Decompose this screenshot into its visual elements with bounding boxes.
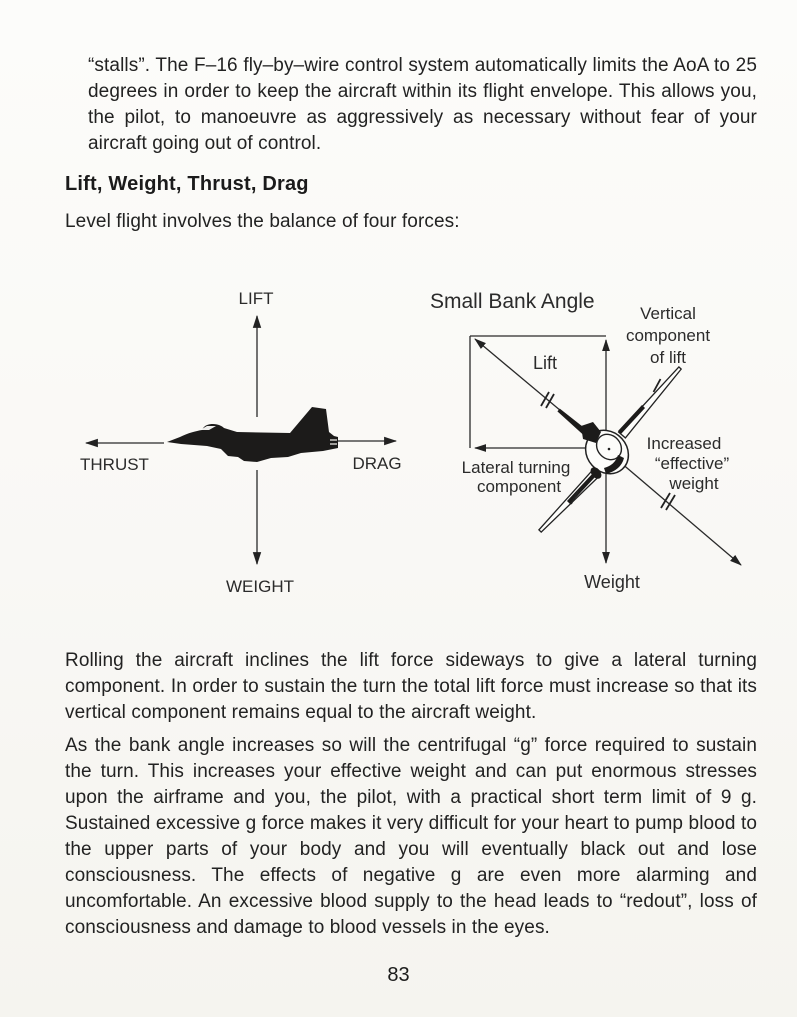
lift-label: Lift [532,353,558,373]
svg-text:of lift: of lift [650,348,686,367]
svg-text:Increased: Increased [646,434,722,453]
paragraph-g-forces: As the bank angle increases so will the centrifugal “g” force required to sustain the turn. This increases your effective weight and can put enormous stresses upon the airframe and you, the pilot, with a practical short term limit of 9 g. Sustained excessive g force makes it very difficult for your heart to pump blood to the upper parts of your body and you will eventually black out and lose consciousness. The effects of negative g are even more alarming and uncomfortable. An excessive blood supply to the head leads to “redout”, loss of consciousness and damage to blood vessels in the eyes. [65,735,757,938]
drag-label: DRAG [352,454,402,473]
weight-label: WEIGHT [226,577,294,596]
paragraph-intro: Level flight involves the balance of four forces: [65,211,460,232]
lift-label: LIFT [238,289,274,308]
paragraph-stalls: “stalls”. The F–16 fly–by–wire control system automatically limits the AoA to 25 degrees in order to keep the aircraft within its flight envelope. This allows you, the pilot, to manoeuvre as aggressively as necessary without fear of your aircraft going out of control. [88,55,757,154]
lower-wing-shade [567,473,596,504]
thrust-label: THRUST [80,455,149,474]
paragraph-rolling: Rolling the aircraft inclines the lift force sideways to give a lateral turning component. In order to sustain the turn the total lift force must increase so that its vertical component remains equal to the aircraft weight. [65,650,757,723]
upper-wing [619,367,682,438]
weight-label: Weight [584,572,640,592]
four-forces-diagram [60,280,420,610]
svg-text:“effective”: “effective” [654,454,730,473]
page-number: 83 [387,964,410,986]
canopy-center-dot [608,448,611,451]
aircraft-side-silhouette [167,407,338,462]
svg-text:weight: weight [669,474,719,493]
bank-diagram-title: Small Bank Angle [430,290,595,313]
section-heading: Lift, Weight, Thrust, Drag [65,173,309,195]
svg-text:Vertical: Vertical [640,304,696,323]
effective-weight-label [647,434,730,493]
svg-text:Lateral turning: Lateral turning [461,458,571,477]
svg-text:component: component [476,477,562,496]
bank-angle-diagram [420,280,797,610]
lateral-component-label [462,458,571,496]
vertical-component-label [626,304,710,367]
svg-text:component: component [625,326,711,345]
